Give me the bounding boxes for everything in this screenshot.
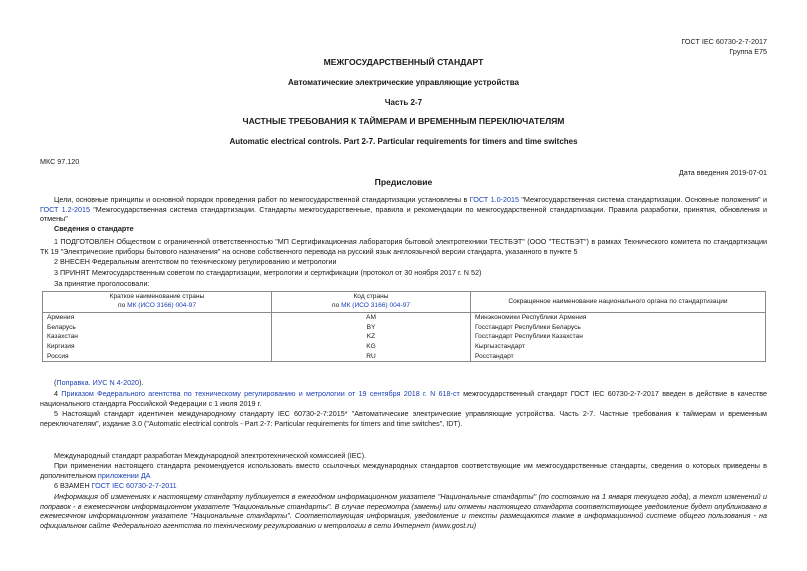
country-name-cell: Беларусь xyxy=(43,323,272,333)
group-code: Группа Е75 xyxy=(729,46,767,56)
foreword-text-a: Цели, основные принципы и основной порядок проведения работ по межгосударственной стандартизации установлены в xyxy=(54,195,470,204)
change-information-note: Информация об изменениях к настоящему стандарту публикуется в ежегодном информационном указателе "Национальные стандарты" (по состоянию на 1 января текущего года), а текст изменений и поправок - в ежемесячном информационном указателе "Национальные стандарты". В случае пересмотра (замены) или отмены настоящего стандарта соответствующее уведомление будет опубликовано в ежемесячном информационном указателе "Национальные стандарты". Соответствующая информация, уведомление и тексты размещаются также в информационной системе общего пользования - на официальном сайте Федерального агентства по техническому регулированию и метрологии в сети Интернет (www.gost.ru) xyxy=(40,492,767,531)
table-row xyxy=(43,332,766,342)
country-code-header xyxy=(272,292,471,313)
foreword-paragraph xyxy=(40,195,767,224)
header-text: Краткое наименование страны xyxy=(109,293,205,301)
document-header xyxy=(467,37,767,56)
table-row xyxy=(43,313,766,323)
header-text: Код страны xyxy=(353,293,389,301)
national-body-cell: Госстандарт Республики Беларусь xyxy=(471,323,766,333)
iec-development-note: Международный стандарт разработан Международной электротехнической комиссией (IEC). xyxy=(54,451,367,460)
mk-iso-3166-link[interactable]: МК (ИСО 3166) 004-97 xyxy=(341,302,410,309)
standard-info-heading: Сведения о стандарте xyxy=(54,224,134,233)
paren-close: ). xyxy=(139,378,144,387)
table-row xyxy=(43,342,766,352)
amendment-link[interactable]: Поправка. ИУС N 4-2020 xyxy=(56,378,140,387)
country-code-cell: KG xyxy=(272,342,471,352)
national-body-cell: Росстандарт xyxy=(471,351,766,361)
national-body-cell: Госстандарт Республики Казахстан xyxy=(471,332,766,342)
english-title: Automatic electrical controls. Part 2-7. Particular requirements for timers and time switches xyxy=(229,137,578,146)
header-prefix: по xyxy=(118,302,128,309)
gost-1-2-link[interactable]: ГОСТ 1.2-2015 xyxy=(40,204,91,214)
item-4-enacted xyxy=(40,389,767,408)
table-row xyxy=(43,323,766,333)
table-row xyxy=(43,351,766,361)
item-2-introduced: 2 ВНЕСЕН Федеральным агентством по техническому регулированию и метрологии xyxy=(54,257,337,266)
country-code-cell: BY xyxy=(272,323,471,333)
country-name-cell: Армения xyxy=(43,313,272,323)
country-code-cell: KZ xyxy=(272,332,471,342)
introduction-date: Дата введения 2019-07-01 xyxy=(678,168,767,177)
mks-code: МКС 97.120 xyxy=(40,157,80,166)
item-4-number: 4 xyxy=(54,389,62,398)
item-6-replaces xyxy=(40,481,767,491)
application-text: При применении настоящего стандарта рекомендуется использовать вместо ссылочных международных стандартов соответствующие им межгосударственные стандарты, сведения о которых приведены в дополнительном xyxy=(40,461,767,480)
paren-open: ( xyxy=(54,378,57,387)
header-prefix: по xyxy=(332,302,342,309)
foreword-heading: Предисловие xyxy=(374,177,433,187)
country-name-header xyxy=(43,292,272,313)
standard-subtitle: Автоматические электрические управляющие устройства xyxy=(287,78,519,87)
application-paragraph xyxy=(40,461,767,480)
country-code-cell: RU xyxy=(272,351,471,361)
appendix-da-link[interactable]: приложении ДА xyxy=(97,470,151,480)
gost-iec-60730-2-7-2011-link[interactable]: ГОСТ IEC 60730-2-7-2011 xyxy=(91,481,177,490)
document-id: ГОСТ IEC 60730-2-7-2017 xyxy=(681,37,767,46)
order-618-link[interactable]: Приказом Федерального агентства по техническому регулированию и метрологии от 19 сентября 2018 г. N 618-ст xyxy=(61,389,460,398)
country-name-cell: Россия xyxy=(43,351,272,361)
voting-countries-table xyxy=(42,291,766,362)
foreword-text-b: "Межгосударственная система стандартизации. Основные положения" и xyxy=(518,195,767,204)
header-text: Сокращенное наименование национального органа по стандартизации xyxy=(508,297,728,305)
item-1-prepared: 1 ПОДГОТОВЛЕН Обществом с ограниченной ответственностью "МП Сертификационная лаборатория бытовой электротехники ТЕСТБЭТ" (ООО "ТЕСТБЭТ") в рамках Технического комитета по стандартизации ТК 19 "Электрические приборы бытового назначения" на основе собственного перевода на русский язык англоязычной версии стандарта, указанного в пункте 5 xyxy=(40,237,767,256)
country-name-cell: Киргизия xyxy=(43,342,272,352)
national-body-cell: Минэкономики Республики Армения xyxy=(471,313,766,323)
mk-iso-3166-link[interactable]: МК (ИСО 3166) 004-97 xyxy=(127,302,196,309)
country-name-cell: Казахстан xyxy=(43,332,272,342)
national-body-header xyxy=(471,292,766,313)
part-title: ЧАСТНЫЕ ТРЕБОВАНИЯ К ТАЙМЕРАМ И ВРЕМЕННЫМ ПЕРЕКЛЮЧАТЕЛЯМ xyxy=(242,116,565,126)
item-3-adopted: 3 ПРИНЯТ Межгосударственным советом по стандартизации, метрологии и сертификации (протокол от 30 ноября 2017 г. N 52) xyxy=(54,268,482,277)
national-body-cell: Кыргызстандарт xyxy=(471,342,766,352)
voted-label: За принятие проголосовали: xyxy=(54,279,150,288)
standard-type-title: МЕЖГОСУДАРСТВЕННЫЙ СТАНДАРТ xyxy=(323,57,484,67)
item-6-text: 6 ВЗАМЕН xyxy=(54,481,92,490)
table-header-row xyxy=(43,292,766,313)
amendment-note xyxy=(40,378,767,388)
item-5-identical: 5 Настоящий стандарт идентичен международному стандарту IEC 60730-2-7:2015* "Автоматические электрические управляющие устройства. Часть 2-7. Частные требования к таймерам и временным переключателям", издание 3.0 ("Automatic electrical controls - Part 2-7: Particular requirements for timers and time switches", IDT). xyxy=(40,409,767,428)
country-code-cell: AM xyxy=(272,313,471,323)
standard-part: Часть 2-7 xyxy=(384,98,423,107)
foreword-text-c: "Межгосударственная система стандартизации. Стандарты межгосударственные, правила и рекомендации по межгосударственной стандартизации. Правила разработки, принятия, обновления и отмены" xyxy=(40,204,767,224)
gost-1-0-link[interactable]: ГОСТ 1.0-2015 xyxy=(469,195,519,204)
item-4-text: межгосударственный стандарт ГОСТ IEC 60730-2-7-2017 введен в действие в качестве национального стандарта Российской Федерации с 1 июля 2019 г. xyxy=(40,389,767,408)
